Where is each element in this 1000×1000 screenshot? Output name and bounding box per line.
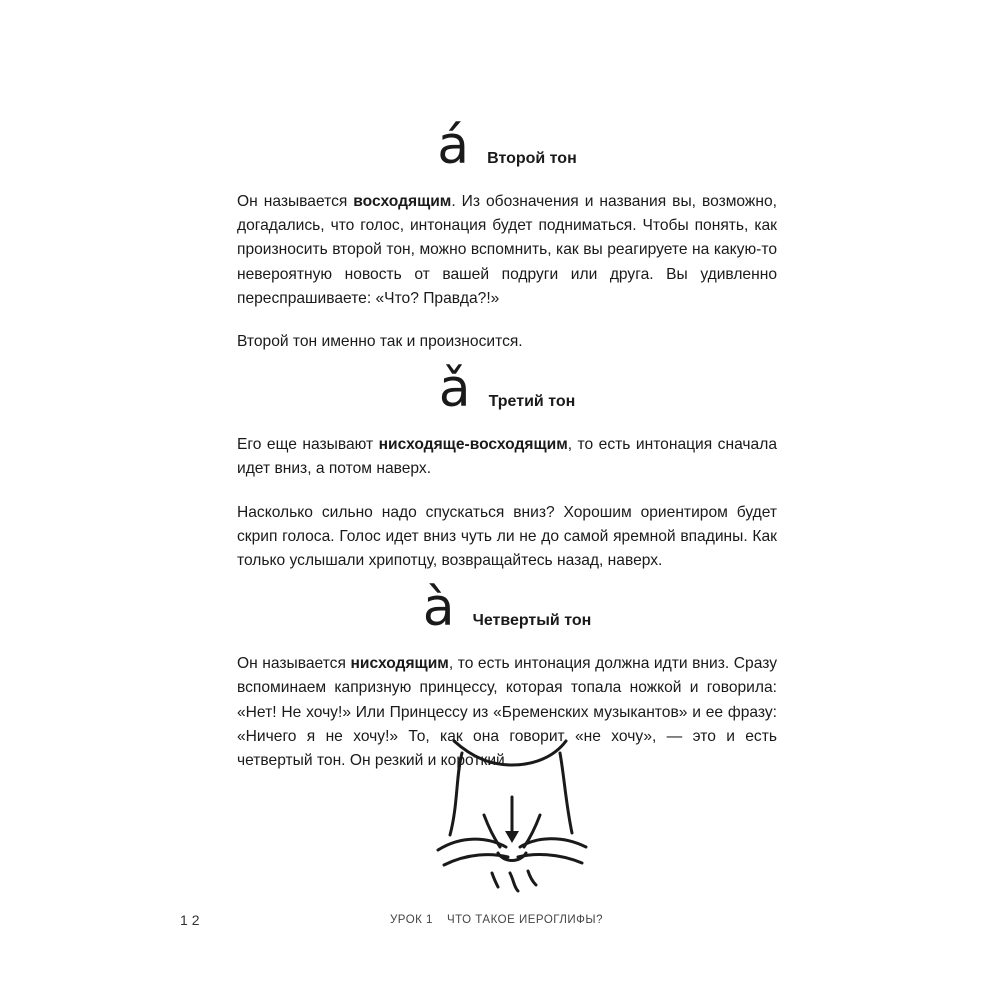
second-tone-heading <box>237 116 777 176</box>
third-tone-explanation: Насколько сильно надо спускаться вниз? Хорошим ориентиром будет скрип голоса. Голос идет вниз чуть ли не до самой яремной впадины. Как только услышали хрипотцу, возвращайтесь назад, наверх. <box>237 503 777 570</box>
page-number: 12 <box>180 912 204 928</box>
text-run: Он называется <box>237 193 354 210</box>
term-bold: нисходяще-восходящим <box>378 436 568 454</box>
second-tone-summary: Второй тон именно так и произносится. <box>237 333 523 351</box>
third-tone-glyph: ǎ <box>438 359 471 420</box>
second-tone-title: Второй тон <box>487 150 577 167</box>
text-run: , то есть интонация должна идти вниз. Сразу вспоминаем капризную принцессу, которая топала ножкой и говорила: «Нет! Не хочу!» Или Принцессу из «Бременских музыкантов» и ее фразу: «Ничего я не хочу!» То, как она говорит «не хочу», — это и есть четвертый тон. Он резкий и короткий. <box>237 655 777 770</box>
second-tone-description <box>237 190 777 311</box>
fourth-tone-heading <box>237 578 777 639</box>
chapter-title: ЧТО ТАКОЕ ИЕРОГЛИФЫ? <box>446 914 603 926</box>
third-tone-title: Третий тон <box>488 393 576 411</box>
term-bold: восходящим <box>353 193 452 210</box>
running-footer <box>390 914 603 926</box>
fourth-tone-glyph: à <box>422 578 455 639</box>
fourth-tone-title: Четвертый тон <box>472 612 592 630</box>
neck-throat-arrow-down-icon <box>432 735 592 895</box>
term-bold: нисходящим <box>350 655 449 673</box>
lesson-label: УРОК 1 <box>390 914 433 926</box>
text-run: , то есть интонация сначала идет вниз, а потом наверх. <box>237 436 777 478</box>
second-tone-glyph: á <box>437 116 470 176</box>
page-content <box>237 110 777 773</box>
third-tone-heading <box>237 359 777 420</box>
third-tone-description <box>237 433 777 481</box>
text-run: Его еще называют <box>237 436 379 454</box>
text-run: . Из обозначения и названия вы, возможно, догадались, что голос, интонация будет подниматься. Чтобы понять, как произносить второй тон, можно вспомнить, как вы реагируете на какую-то невероятную новость от вашей подруги или друга. Вы удивленно переспрашиваете: «Что? Правда?!» <box>237 193 777 307</box>
text-run: Он называется <box>237 655 351 673</box>
